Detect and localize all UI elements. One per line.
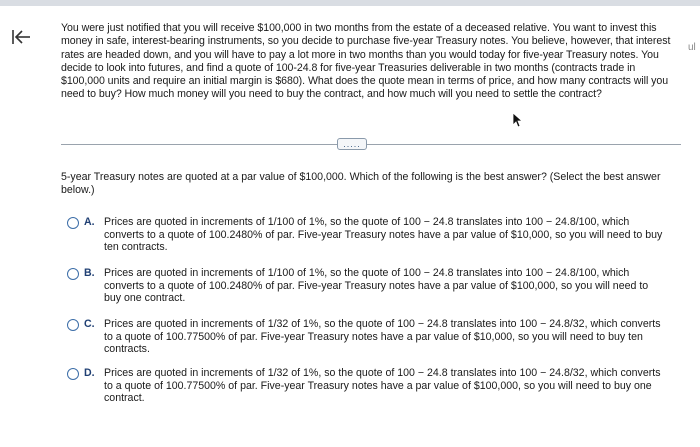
radio-button[interactable] bbox=[67, 319, 79, 331]
expand-more-button[interactable]: ..... bbox=[337, 138, 367, 150]
answer-prompt: 5-year Treasury notes are quoted at a par value of $100,000. Which of the following is the best answer? (Select the best answer below.) bbox=[61, 171, 661, 197]
question-text: You were just notified that you will receive $100,000 in two months from the estate of a deceased relative. You want to invest this money in safe, interest-bearing instruments, so you decide to purchase five-year Treasury notes. You believe, however, that interest rates are headed down, and you will have to pay a lot more in two months than you would today for five-year Treasury notes. You decide to look into futures, and find a quote of 100-24.8 for five-year Treasuries deliverable in two months (contracts trade in $100,000 units and require an initial margin is $680). What does the quote mean in terms of price, and how many contracts will you need to buy? How much money will you need to buy the contract, and how much will you need to settle the contract? bbox=[61, 22, 671, 101]
option-text: Prices are quoted in increments of 1/32 of 1%, so the quote of 100 − 24.8 translates into 100 − 24.8/32, which converts to a quote of 100.77500% of par. Five-year Treasury notes have a par value of $10,000, so you will need to buy ten contracts. bbox=[104, 318, 661, 356]
option-letter: A. bbox=[84, 216, 95, 228]
back-to-start-button[interactable] bbox=[8, 24, 34, 50]
option-text: Prices are quoted in increments of 1/100 of 1%, so the quote of 100 − 24.8 translates into 100 − 24.8/100, which converts to a quote of 100.2480% of par. Five-year Treasury notes have a par value of $10,000, so you will need to buy ten contracts. bbox=[104, 216, 663, 254]
option-text: Prices are quoted in increments of 1/32 of 1%, so the quote of 100 − 24.8 translates into 100 − 24.8/32, which converts to a quote of 100.77500% of par. Five-year Treasury notes have a par value of $100,000, so you will need to buy one contract. bbox=[104, 367, 661, 405]
section-divider bbox=[61, 144, 681, 145]
radio-button[interactable] bbox=[67, 268, 79, 280]
answer-option-c[interactable] bbox=[67, 318, 667, 358]
answer-option-a[interactable] bbox=[67, 216, 667, 256]
option-text: Prices are quoted in increments of 1/100 of 1%, so the quote of 100 − 24.8 translates into 100 − 24.8/100, which converts to a quote of 100.2480% of par. Five-year Treasury notes have a par value of $100,000, so you will need to buy one contract. bbox=[104, 267, 649, 305]
top-bar bbox=[0, 0, 700, 6]
answer-option-b[interactable] bbox=[67, 267, 667, 307]
answer-option-d[interactable] bbox=[67, 367, 667, 407]
option-letter: C. bbox=[84, 318, 95, 330]
radio-button[interactable] bbox=[67, 368, 79, 380]
cut-off-edge-text: ul bbox=[688, 42, 696, 53]
arrow-to-start-icon bbox=[10, 27, 32, 47]
mouse-cursor-icon bbox=[512, 112, 526, 128]
radio-button[interactable] bbox=[67, 217, 79, 229]
option-letter: D. bbox=[84, 367, 95, 379]
option-letter: B. bbox=[84, 267, 95, 279]
